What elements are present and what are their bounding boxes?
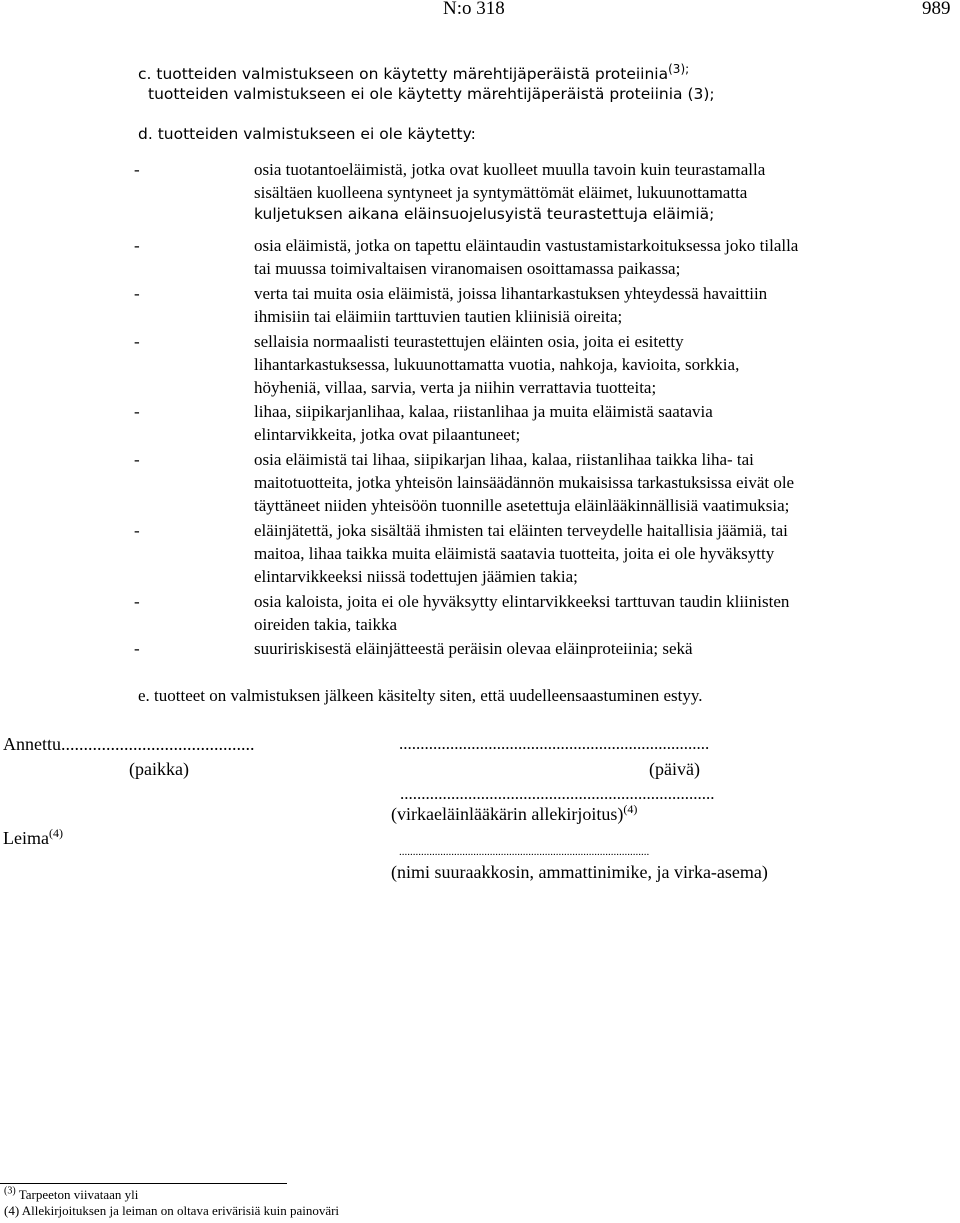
list-item-line: osia eläimistä, jotka on tapettu eläintaudin vastustamistarkoituksessa joko tilalla [254,236,799,255]
list-item-line: maitoa, lihaa taikka muita eläimistä saatavia tuotteita, joita ei ole hyväksytty [254,544,775,563]
list-item-line: verta tai muita osia eläimistä, joissa lihantarkastuksen yhteydessä havaittiin [254,284,768,303]
issue-number: N:o 318 [443,0,505,19]
list-item-line: tai muussa toimivaltaisen viranomaisen osoittamassa paikassa; [254,259,681,278]
list-dash: - [134,236,140,255]
place-label: (paikka) [129,759,189,779]
list-item-line: kuljetuksen aikana eläinsuojelusyistä teurastettuja eläimiä; [254,205,715,223]
date-line: ......................................................................... [399,734,710,753]
item-e: e. tuotteet on valmistuksen jälkeen käsitelty siten, että uudelleensaastuminen estyy. [138,686,703,705]
signature-line: .......................................................................... [400,784,715,803]
list-dash: - [134,592,140,611]
signature-label: (virkaeläinlääkärin allekirjoitus)$^{(4)}$ [391,802,638,824]
list-item-line: elintarvikkeeksi niissä todettujen jäämien takia; [254,567,578,586]
date-label: (päivä) [649,759,700,779]
list-item-line: osia tuotantoeläimistä, jotka ovat kuolleet muulla tavoin kuin teurastamalla [254,160,766,179]
list-item-line: maitotuotteita, jotka yhteisön lainsäädännön mukaisissa tarkastuksissa eivät ole [254,473,795,492]
footnote-3: $^{(3)}$ Tarpeeton viivataan yli [4,1185,139,1202]
list-item-line: osia eläimistä tai lihaa, siipikarjan lihaa, kalaa, riistanlihaa taikka liha- tai [254,450,754,469]
list-item-line: suuririskisestä eläinjätteestä peräisin olevaa eläinproteiinia; sekä [254,639,693,658]
list-item-line: osia kaloista, joita ei ole hyväksytty elintarvikkeeksi tarttuvan taudin kliinisten [254,592,790,611]
name-line: ........................................................................................... [399,846,650,858]
list-dash: - [134,160,140,179]
list-dash: - [134,402,140,421]
item-c-line1: c. tuotteiden valmistukseen on käytetty märehtijäperäistä proteiinia$^{(3);}$ [138,61,690,83]
list-item-line: lihantarkastuksessa, lukuunottamatta vuotia, nahkoja, kavioita, sorkkia, [254,355,740,374]
list-dash: - [134,639,140,658]
list-dash: - [134,450,140,469]
page-number: 989 [922,0,951,19]
list-item-line: höyheniä, villaa, sarvia, verta ja niihin verrattavia tuotteita; [254,378,657,397]
footnote-4: (4) Allekirjoituksen ja leiman on oltava erivärisiä kuin painoväri [4,1203,340,1218]
list-item-line: täyttäneet niiden yhteisöön tuonnille asetettuja eläinlääkinnällisiä vaatimuksia; [254,496,790,515]
footnote-rule [0,1183,287,1184]
list-item-line: eläinjätettä, joka sisältää ihmisten tai eläinten terveydelle haitallisia jäämiä, tai [254,521,788,540]
item-c-line2: tuotteiden valmistukseen ei ole käytetty märehtijäperäistä proteiinia (3); [148,85,715,103]
list-item-line: ihmisiin tai eläimiin tarttuvien tautien kliinisiä oireita; [254,307,623,326]
list-item-line: lihaa, siipikarjanlihaa, kalaa, riistanlihaa ja muita eläimistä saatavia [254,402,713,421]
list-item-line: elintarvikkeita, jotka ovat pilaantuneet; [254,425,521,444]
list-item-line: sellaisia normaalisti teurastettujen eläinten osia, joita ei esitetty [254,332,684,351]
stamp-label: Leima$^{(4)}$ [3,826,63,848]
name-label: (nimi suuraakkosin, ammattinimike, ja virka-asema) [391,862,768,882]
item-d-title: d. tuotteiden valmistukseen ei ole käytetty: [138,125,476,143]
list-dash: - [134,332,140,351]
annettu-place-line: Annettu........................................... [3,734,255,754]
list-dash: - [134,284,140,303]
list-dash: - [134,521,140,540]
list-item-line: sisältäen kuolleena syntyneet ja syntymättömät eläimet, lukuunottamatta [254,183,748,202]
list-item-line: oireiden takia, taikka [254,615,398,634]
